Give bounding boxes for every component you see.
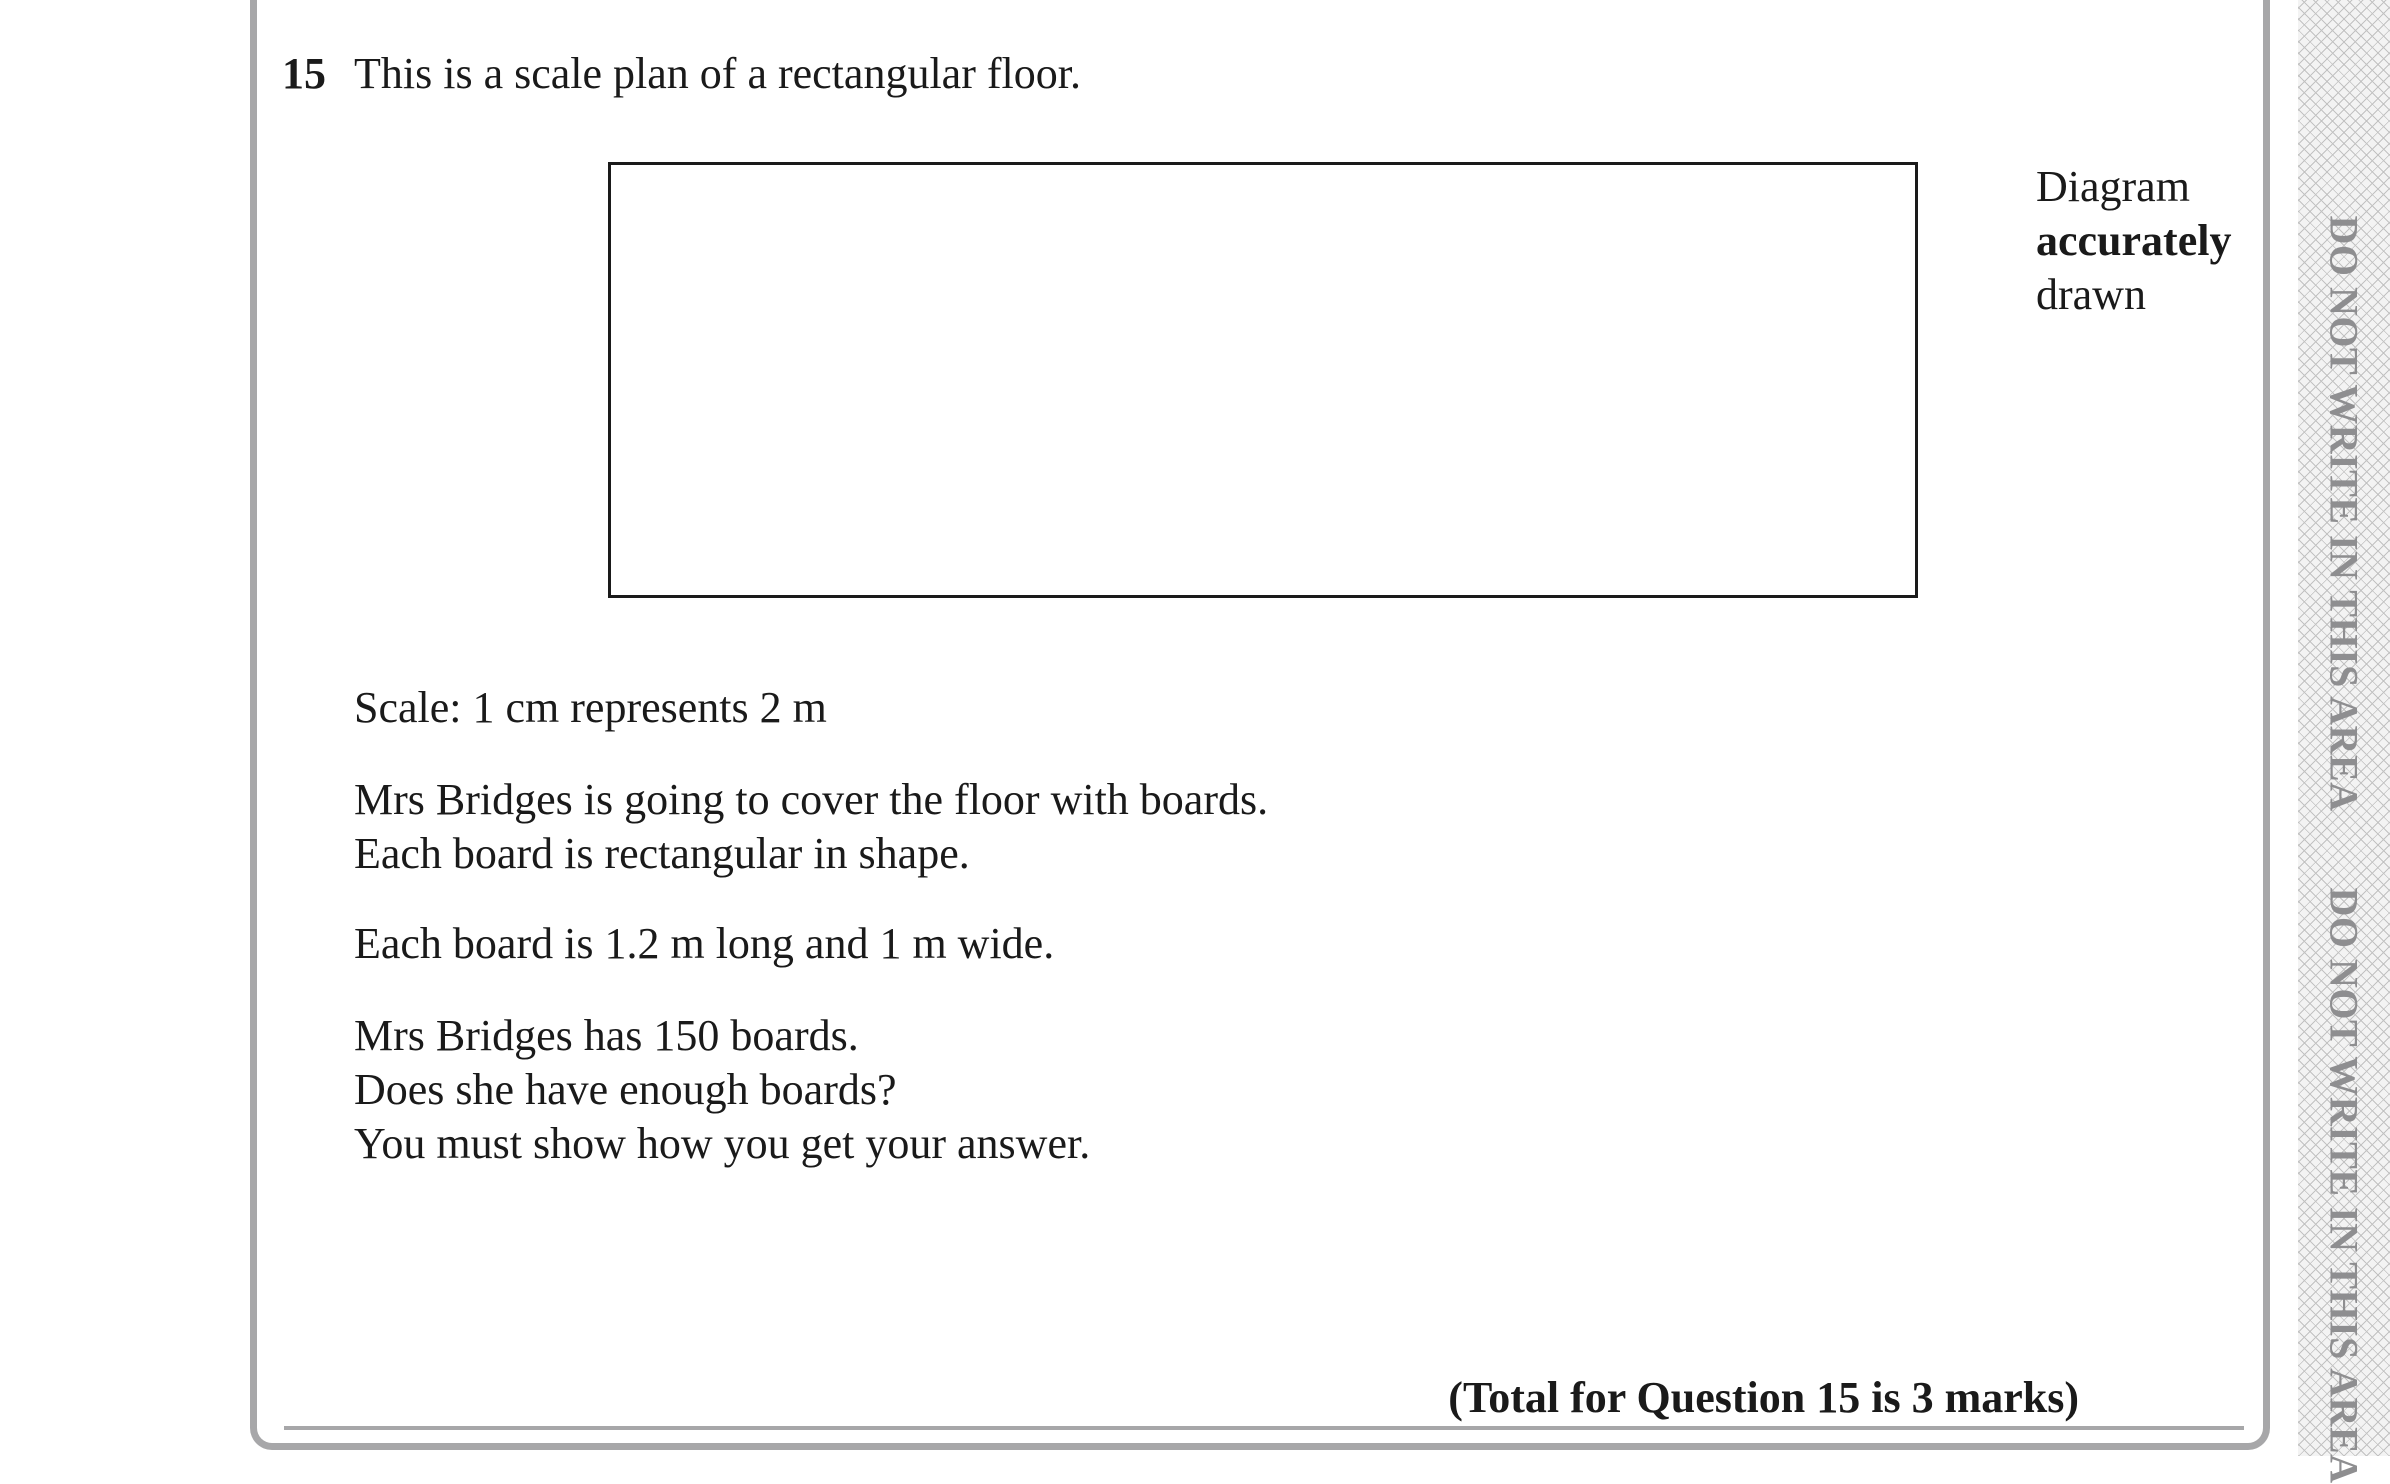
total-marks: (Total for Question 15 is 3 marks) (1448, 1373, 2079, 1422)
bottom-divider (284, 1426, 2244, 1430)
margin-warning-text: DO NOT WRITE IN THIS AREA (2321, 215, 2367, 812)
diagram-note-line1: Diagram (2036, 162, 2190, 211)
question-number: 15 (282, 49, 326, 98)
margin-warning-text-lower: DO NOT WRITE IN THIS AREA (2321, 887, 2367, 1484)
scale-text: Scale: 1 cm represents 2 m (354, 683, 827, 732)
paragraph3-line2: Does she have enough boards? (354, 1065, 897, 1114)
diagram-note-line3: drawn (2036, 270, 2146, 319)
diagram-note (2036, 160, 2231, 322)
paragraph3-line3: You must show how you get your answer. (354, 1119, 1091, 1168)
paragraph3-line1: Mrs Bridges has 150 boards. (354, 1011, 859, 1060)
question-intro: This is a scale plan of a rectangular floor. (354, 49, 1081, 98)
paragraph2: Each board is 1.2 m long and 1 m wide. (354, 919, 1055, 968)
paragraph1-line1: Mrs Bridges is going to cover the floor with boards. (354, 775, 1269, 824)
floor-plan-rectangle (608, 162, 1918, 598)
diagram-note-line2: accurately (2036, 216, 2232, 265)
paragraph1-line2: Each board is rectangular in shape. (354, 829, 970, 878)
